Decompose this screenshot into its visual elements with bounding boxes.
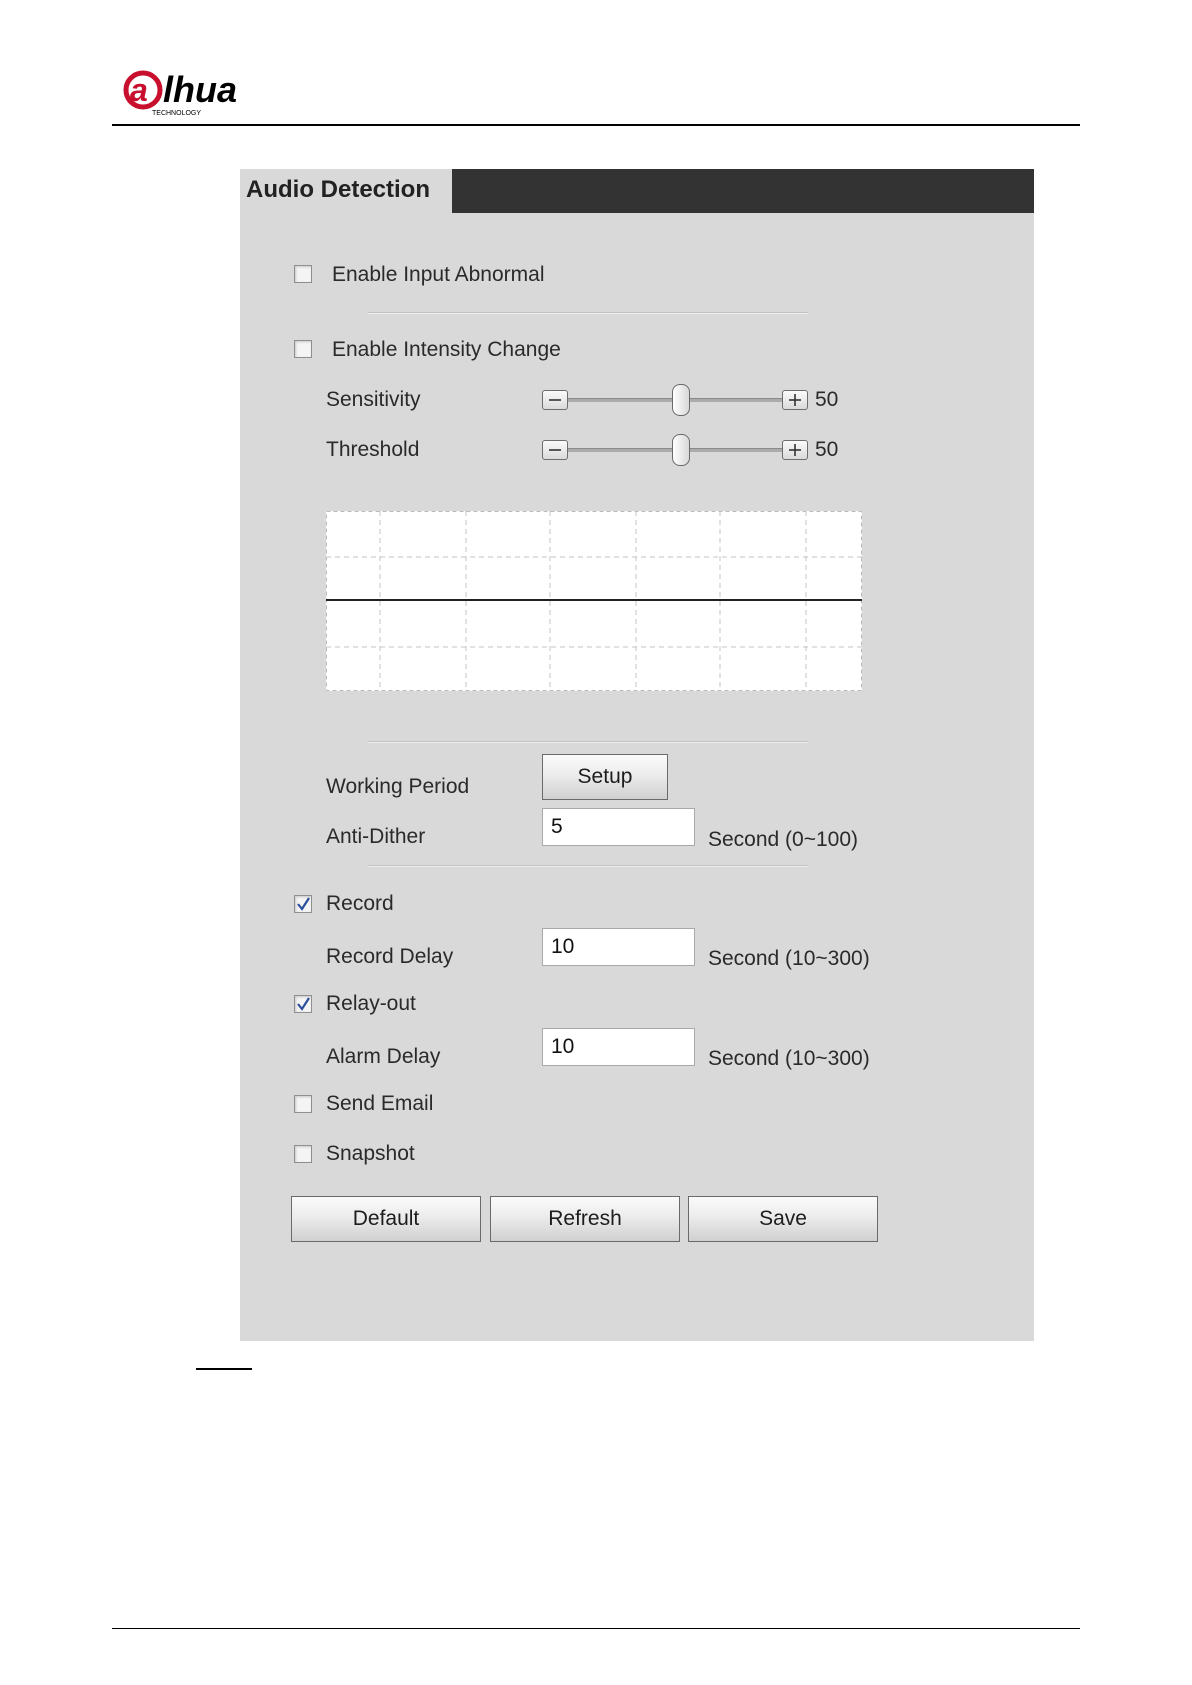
sensitivity-decrease-button[interactable] — [542, 390, 568, 410]
threshold-label: Threshold — [326, 438, 420, 461]
record-checkbox[interactable] — [294, 895, 312, 913]
alarm-delay-input[interactable]: 10 — [542, 1028, 695, 1066]
svg-text:a: a — [130, 72, 148, 108]
header-rule — [112, 124, 1080, 126]
plus-icon — [783, 441, 807, 459]
enable-input-abnormal-checkbox[interactable] — [294, 265, 312, 283]
threshold-value: 50 — [815, 438, 839, 461]
sensitivity-value: 50 — [815, 388, 839, 411]
refresh-button[interactable]: Refresh — [490, 1196, 680, 1242]
threshold-increase-button[interactable] — [782, 440, 808, 460]
relay-out-checkbox[interactable] — [294, 995, 312, 1013]
panel-title: Audio Detection — [240, 169, 452, 213]
enable-input-abnormal-label: Enable Input Abnormal — [332, 263, 545, 286]
snapshot-label: Snapshot — [326, 1142, 415, 1165]
working-period-label: Working Period — [326, 775, 470, 798]
alarm-delay-label: Alarm Delay — [326, 1045, 441, 1068]
anti-dither-input[interactable]: 5 — [542, 808, 695, 846]
audio-detection-panel — [240, 169, 1034, 1341]
svg-text:lhua: lhua — [163, 69, 238, 110]
plus-icon — [783, 391, 807, 409]
record-delay-label: Record Delay — [326, 945, 454, 968]
threshold-slider-thumb[interactable] — [672, 434, 690, 466]
enable-intensity-change-label: Enable Intensity Change — [332, 338, 561, 361]
relay-out-label: Relay-out — [326, 992, 416, 1015]
threshold-decrease-button[interactable] — [542, 440, 568, 460]
anti-dither-label: Anti-Dither — [326, 825, 426, 848]
separator — [368, 312, 808, 314]
minus-icon — [543, 391, 567, 409]
sensitivity-label: Sensitivity — [326, 388, 421, 411]
step-marker — [196, 1368, 252, 1370]
record-label: Record — [326, 892, 394, 915]
default-button[interactable]: Default — [291, 1196, 481, 1242]
separator — [368, 865, 808, 867]
snapshot-checkbox[interactable] — [294, 1145, 312, 1163]
setup-button[interactable]: Setup — [542, 754, 668, 800]
sensitivity-increase-button[interactable] — [782, 390, 808, 410]
minus-icon — [543, 441, 567, 459]
send-email-checkbox[interactable] — [294, 1095, 312, 1113]
separator — [368, 741, 808, 743]
enable-intensity-change-checkbox[interactable] — [294, 340, 312, 358]
anti-dither-unit: Second (0~100) — [708, 828, 859, 851]
dahua-logo — [118, 68, 258, 120]
intensity-graph — [326, 511, 862, 691]
sensitivity-slider-thumb[interactable] — [672, 384, 690, 416]
send-email-label: Send Email — [326, 1092, 434, 1115]
alarm-delay-unit: Second (10~300) — [708, 1047, 870, 1070]
svg-text:TECHNOLOGY: TECHNOLOGY — [152, 110, 202, 117]
footer-rule — [112, 1628, 1080, 1629]
save-button[interactable]: Save — [688, 1196, 878, 1242]
check-icon — [296, 897, 310, 911]
record-delay-unit: Second (10~300) — [708, 947, 870, 970]
check-icon — [296, 997, 310, 1011]
record-delay-input[interactable]: 10 — [542, 928, 695, 966]
